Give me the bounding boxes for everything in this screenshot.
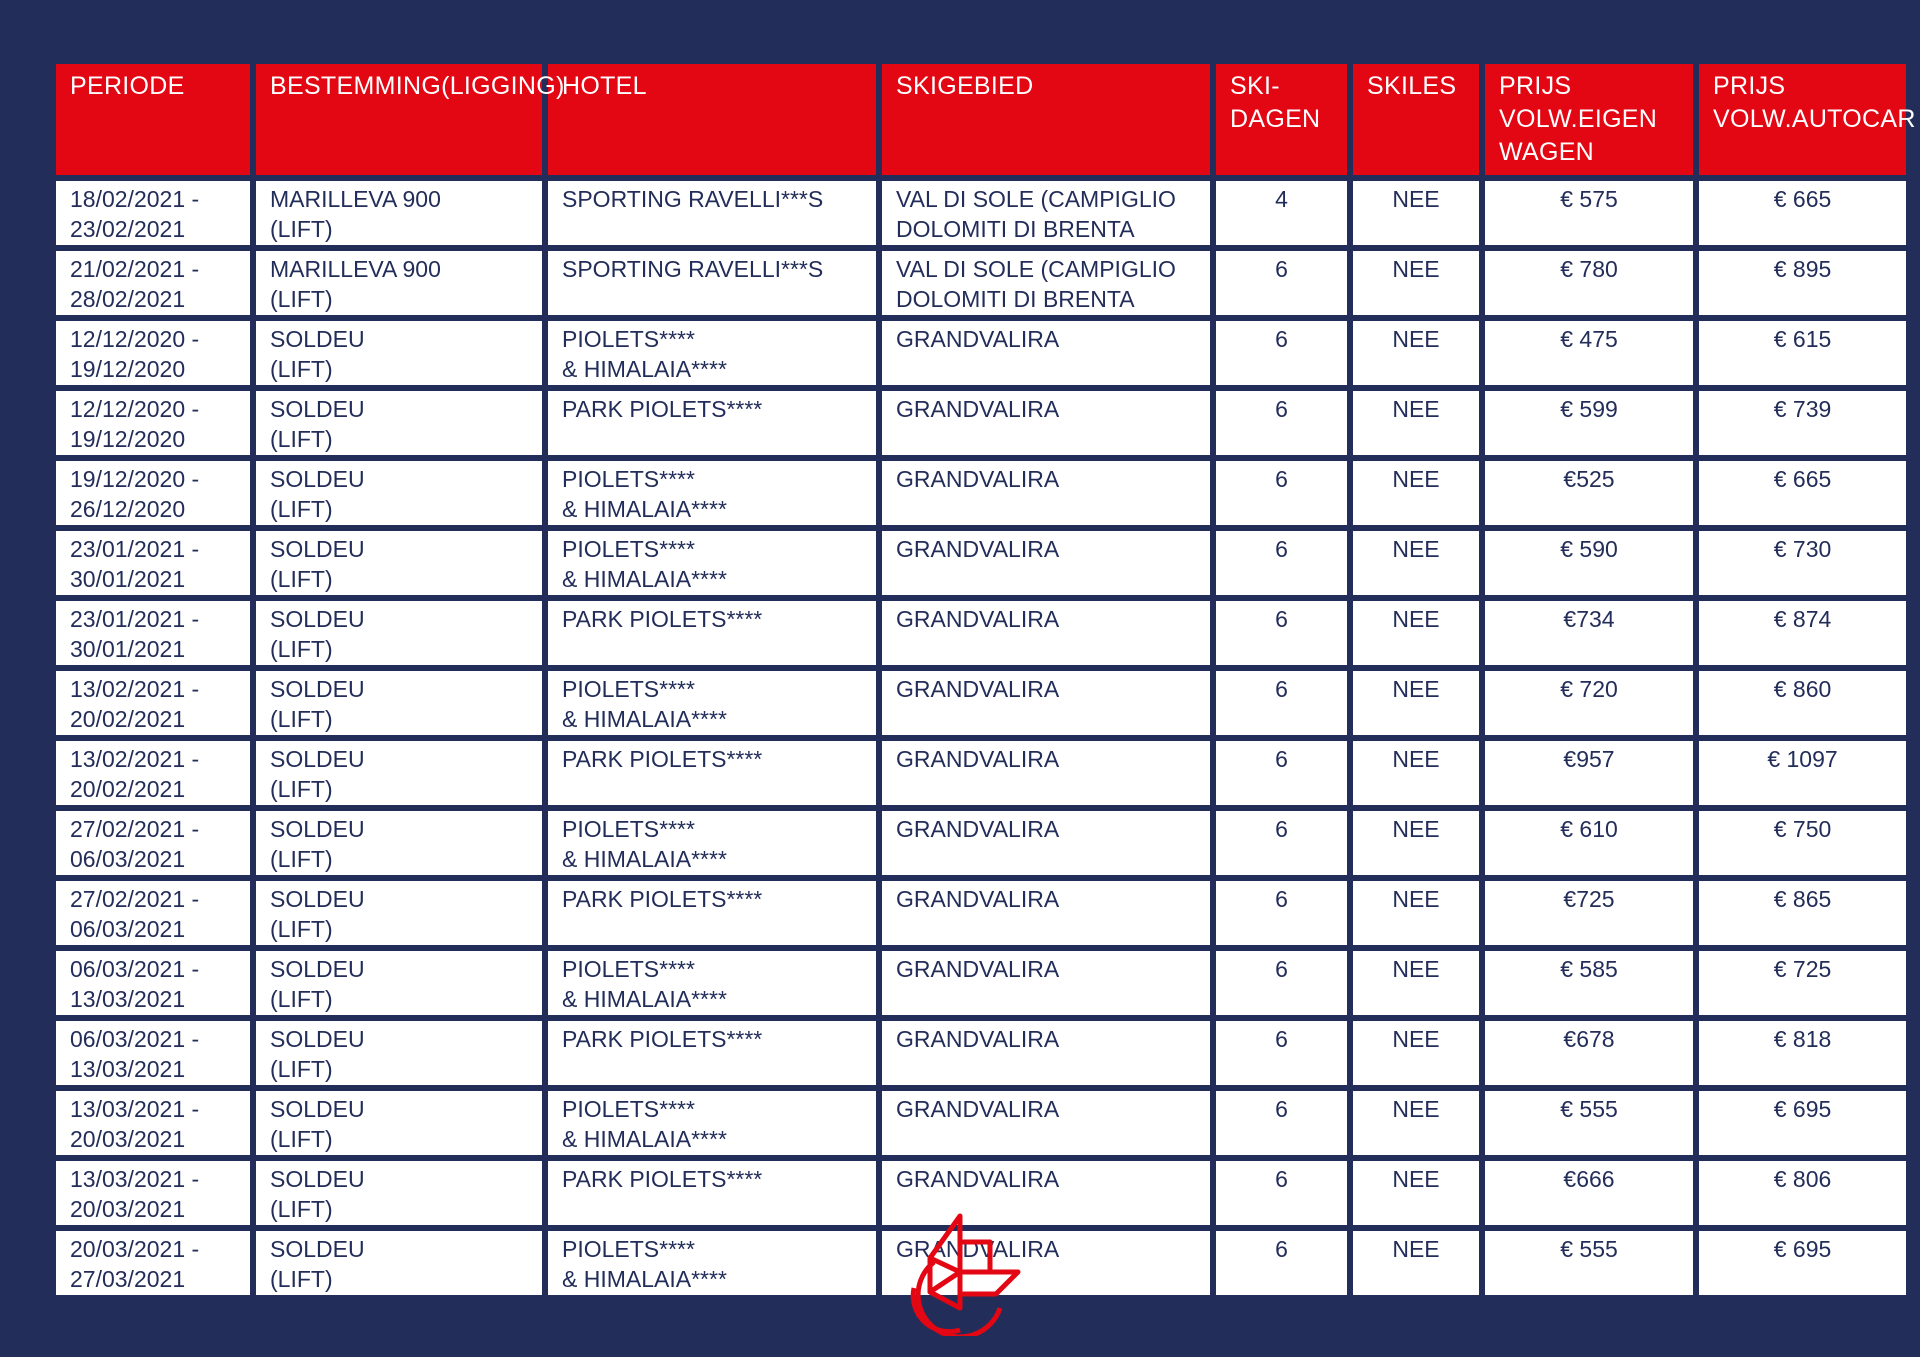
cell-hotel-line: & HIMALAIA**** [562,496,727,522]
cell-skidagen: 6 [1216,1091,1347,1155]
cell-bestemming [256,1021,542,1085]
cell-skigebied-line: GRANDVALIRA [896,396,1060,422]
cell-hotel-line: PIOLETS**** [562,1096,695,1122]
cell-hotel-line: & HIMALAIA**** [562,1126,727,1152]
cell-hotel-line [562,1194,862,1224]
cell-periode-line: 19/12/2020 [70,356,186,382]
cell-bestemming-line: SOLDEU [270,536,365,562]
cell-hotel-line: SPORTING RAVELLI***S [562,256,824,282]
cell-hotel [548,601,876,665]
cell-skiles: NEE [1353,811,1479,875]
cell-skiles: NEE [1353,601,1479,665]
cell-bestemming-line: SOLDEU [270,886,365,912]
cell-periode-line: 13/03/2021 - [70,1166,200,1192]
cell-hotel [548,181,876,245]
cell-periode-line: 19/12/2020 [70,426,186,452]
cell-skidagen: 6 [1216,1231,1347,1295]
cell-skigebied-line [896,1054,1196,1084]
column-header-line [185,72,192,100]
column-header-5 [1216,64,1347,175]
cell-periode-line: 20/02/2021 [70,776,186,802]
cell-bestemming [256,461,542,525]
cell-bestemming-line: (LIFT) [270,846,333,872]
cell-skigebied-line: DOLOMITI DI BRENTA [896,286,1135,312]
column-header-line [1456,72,1463,100]
cell-hotel-line: PARK PIOLETS**** [562,396,763,422]
cell-bestemming-line: (LIFT) [270,496,333,522]
cell-hotel-line: PARK PIOLETS**** [562,1026,763,1052]
cell-prijs-eigen-wagen: €725 [1485,881,1693,945]
cell-periode [56,951,250,1015]
cell-skigebied-line: GRANDVALIRA [896,816,1060,842]
column-header-line: SKILES [1367,72,1457,100]
cell-hotel-line: PIOLETS**** [562,676,695,702]
cell-skigebied-line: GRANDVALIRA [896,886,1060,912]
cell-hotel-line: & HIMALAIA**** [562,706,727,732]
cell-bestemming-line: (LIFT) [270,426,333,452]
cell-bestemming [256,391,542,455]
cell-prijs-eigen-wagen: €666 [1485,1161,1693,1225]
cell-periode-line: 28/02/2021 [70,286,186,312]
price-table-container [56,64,1916,1295]
cell-periode-line: 20/03/2021 [70,1126,186,1152]
table-body [56,181,1906,1295]
cell-skidagen: 6 [1216,671,1347,735]
cell-bestemming-line: (LIFT) [270,216,333,242]
cell-hotel-line: SPORTING RAVELLI***S [562,186,824,212]
cell-bestemming [256,951,542,1015]
cell-skigebied-line: GRANDVALIRA [896,466,1060,492]
cell-prijs-autocar: € 1097 [1699,741,1906,805]
cell-skigebied-line [896,634,1196,664]
cell-prijs-autocar: € 730 [1699,531,1906,595]
cell-bestemming [256,1091,542,1155]
cell-periode-line: 06/03/2021 [70,846,186,872]
cell-skidagen: 6 [1216,881,1347,945]
cell-skigebied [882,601,1210,665]
table-row [56,1091,1906,1155]
cell-skidagen: 6 [1216,951,1347,1015]
cell-hotel [548,251,876,315]
cell-prijs-eigen-wagen: €957 [1485,741,1693,805]
cell-skigebied [882,951,1210,1015]
cell-periode [56,181,250,245]
cell-hotel-line: & HIMALAIA**** [562,356,727,382]
cell-prijs-eigen-wagen: €525 [1485,461,1693,525]
cell-hotel-line: PIOLETS**** [562,816,695,842]
cell-skigebied [882,251,1210,315]
cell-hotel [548,671,876,735]
cell-periode [56,1161,250,1225]
table-row [56,951,1906,1015]
cell-bestemming [256,251,542,315]
column-header-line [1033,72,1040,100]
cell-bestemming-line: SOLDEU [270,746,365,772]
cell-hotel [548,741,876,805]
cell-skigebied [882,741,1210,805]
column-header-line: SKI- [1230,72,1280,100]
cell-periode-line: 06/03/2021 - [70,956,200,982]
column-header-line: PRIJS VOLW. [1713,72,1792,133]
cell-bestemming-line: SOLDEU [270,326,365,352]
cell-hotel-line: & HIMALAIA**** [562,846,727,872]
cell-hotel [548,321,876,385]
cell-prijs-autocar: € 895 [1699,251,1906,315]
cell-prijs-autocar: € 615 [1699,321,1906,385]
column-header-line: AUTOCAR [1791,105,1916,133]
cell-bestemming-line: (LIFT) [270,986,333,1012]
cell-skigebied-line [896,844,1196,874]
cell-prijs-eigen-wagen: €734 [1485,601,1693,665]
cell-periode [56,601,250,665]
cell-prijs-autocar: € 865 [1699,881,1906,945]
column-header-3 [548,64,876,175]
cell-periode-line: 27/02/2021 - [70,886,200,912]
cell-skigebied-line [896,984,1196,1014]
cell-bestemming-line: SOLDEU [270,606,365,632]
cell-hotel [548,1091,876,1155]
column-header-line: (LIGGING) [441,72,565,100]
cell-hotel [548,531,876,595]
cell-hotel-line: PARK PIOLETS**** [562,746,763,772]
cell-prijs-eigen-wagen: € 555 [1485,1231,1693,1295]
cell-skigebied-line [896,424,1196,454]
cell-skigebied [882,1091,1210,1155]
cell-bestemming-line: MARILLEVA 900 [270,256,441,282]
cell-periode-line: 23/01/2021 - [70,536,200,562]
column-header-line [647,72,654,100]
cell-hotel-line: PIOLETS**** [562,326,695,352]
cell-periode-line: 27/02/2021 - [70,816,200,842]
cell-hotel [548,1161,876,1225]
cell-prijs-eigen-wagen: € 475 [1485,321,1693,385]
column-header-line: HOTEL [562,72,647,100]
cell-prijs-autocar: € 695 [1699,1231,1906,1295]
cell-skigebied-line [896,1124,1196,1154]
cell-hotel-line: & HIMALAIA**** [562,986,727,1012]
cell-bestemming-line: SOLDEU [270,816,365,842]
cell-bestemming-line: (LIFT) [270,916,333,942]
cell-bestemming [256,1231,542,1295]
cell-hotel-line: PIOLETS**** [562,466,695,492]
cell-skigebied-line [896,354,1196,384]
cell-periode [56,741,250,805]
cell-skidagen: 6 [1216,531,1347,595]
cell-skiles: NEE [1353,1231,1479,1295]
cell-prijs-autocar: € 818 [1699,1021,1906,1085]
cell-prijs-eigen-wagen: € 780 [1485,251,1693,315]
cell-skigebied-line: GRANDVALIRA [896,1026,1060,1052]
cell-periode [56,1231,250,1295]
cell-periode-line: 12/12/2020 - [70,396,200,422]
cell-bestemming-line: (LIFT) [270,1266,333,1292]
cell-hotel [548,1021,876,1085]
cell-bestemming [256,811,542,875]
column-header-2 [256,64,565,175]
cell-prijs-autocar: € 860 [1699,671,1906,735]
cell-hotel-line: PIOLETS**** [562,536,695,562]
cell-skigebied-line: GRANDVALIRA [896,1096,1060,1122]
cell-prijs-eigen-wagen: € 599 [1485,391,1693,455]
column-header-line: BESTEMMING [270,72,442,100]
cell-prijs-autocar: € 874 [1699,601,1906,665]
cell-skidagen: 6 [1216,741,1347,805]
table-row [56,881,1906,945]
cell-prijs-eigen-wagen: € 720 [1485,671,1693,735]
column-header-4 [882,64,1210,175]
cell-hotel-line: PARK PIOLETS**** [562,1166,763,1192]
cell-prijs-autocar: € 725 [1699,951,1906,1015]
cell-skiles: NEE [1353,321,1479,385]
cell-skigebied [882,531,1210,595]
cell-prijs-eigen-wagen: € 590 [1485,531,1693,595]
cell-prijs-eigen-wagen: € 575 [1485,181,1693,245]
cell-skidagen: 6 [1216,1161,1347,1225]
cell-bestemming-line: SOLDEU [270,466,365,492]
cell-periode-line: 06/03/2021 [70,916,186,942]
cell-bestemming-line: SOLDEU [270,956,365,982]
cell-bestemming-line: SOLDEU [270,1096,365,1122]
cell-skigebied-line [896,774,1196,804]
cell-bestemming-line: SOLDEU [270,1166,365,1192]
cell-bestemming-line: (LIFT) [270,286,333,312]
cell-periode-line: 13/03/2021 [70,1056,186,1082]
cell-skidagen: 6 [1216,391,1347,455]
cell-periode [56,1091,250,1155]
cell-periode-line: 13/02/2021 - [70,746,200,772]
cell-hotel-line: PIOLETS**** [562,956,695,982]
cell-periode-line: 20/02/2021 [70,706,186,732]
cell-periode [56,1021,250,1085]
cell-hotel-line [562,214,862,244]
cell-skigebied [882,811,1210,875]
cell-skigebied-line: DOLOMITI DI BRENTA [896,216,1135,242]
cell-skigebied-line [896,704,1196,734]
cell-bestemming [256,881,542,945]
cell-bestemming-line: SOLDEU [270,396,365,422]
cell-bestemming [256,321,542,385]
cell-bestemming-line: MARILLEVA 900 [270,186,441,212]
cell-periode-line: 30/01/2021 [70,566,186,592]
cell-skigebied-line [896,914,1196,944]
table-header-row [56,64,1906,175]
cell-skigebied-line: VAL DI SOLE (CAMPIGLIO [896,256,1176,282]
table-row [56,321,1906,385]
cell-prijs-autocar: € 695 [1699,1091,1906,1155]
cell-bestemming-line: (LIFT) [270,566,333,592]
cell-skiles: NEE [1353,741,1479,805]
cell-bestemming-line: SOLDEU [270,1236,365,1262]
cell-periode-line: 23/02/2021 [70,216,186,242]
table-row [56,1021,1906,1085]
cell-skigebied-line: GRANDVALIRA [896,536,1060,562]
table-row [56,671,1906,735]
column-header-6 [1353,64,1479,175]
cell-skigebied [882,671,1210,735]
column-header-line: EIGEN WAGEN [1499,105,1658,166]
cell-bestemming-line: (LIFT) [270,1196,333,1222]
cell-bestemming-line: (LIFT) [270,356,333,382]
cell-hotel-line [562,774,862,804]
cell-skigebied-line [896,564,1196,594]
cell-prijs-autocar: € 750 [1699,811,1906,875]
cell-skiles: NEE [1353,881,1479,945]
brand-logo-icon [900,1212,1022,1336]
cell-periode-line: 30/01/2021 [70,636,186,662]
cell-periode-line: 27/03/2021 [70,1266,186,1292]
cell-hotel-line [562,634,862,664]
cell-skiles: NEE [1353,1161,1479,1225]
cell-skigebied [882,881,1210,945]
cell-prijs-eigen-wagen: € 610 [1485,811,1693,875]
cell-periode-line: 13/03/2021 - [70,1096,200,1122]
table-row [56,531,1906,595]
cell-periode [56,461,250,525]
cell-bestemming-line: SOLDEU [270,1026,365,1052]
cell-skigebied-line: GRANDVALIRA [896,1166,1060,1192]
column-header-8 [1699,64,1916,175]
cell-hotel [548,1231,876,1295]
cell-periode-line: 26/12/2020 [70,496,186,522]
cell-periode-line: 13/02/2021 - [70,676,200,702]
table-row [56,391,1906,455]
cell-bestemming [256,601,542,665]
cell-skidagen: 6 [1216,321,1347,385]
cell-hotel-line: PARK PIOLETS**** [562,606,763,632]
cell-skigebied [882,321,1210,385]
cell-skiles: NEE [1353,1091,1479,1155]
column-header-line: DAGEN [1230,105,1321,133]
table-row [56,251,1906,315]
cell-prijs-autocar: € 739 [1699,391,1906,455]
cell-periode-line: 23/01/2021 - [70,606,200,632]
cell-bestemming [256,671,542,735]
cell-bestemming-line: (LIFT) [270,636,333,662]
cell-skiles: NEE [1353,391,1479,455]
cell-skigebied-line: GRANDVALIRA [896,606,1060,632]
cell-skidagen: 4 [1216,181,1347,245]
cell-hotel-line: & HIMALAIA**** [562,566,727,592]
cell-hotel-line [562,1054,862,1084]
cell-bestemming [256,531,542,595]
cell-hotel-line [562,284,862,314]
cell-skiles: NEE [1353,461,1479,525]
cell-hotel-line: & HIMALAIA**** [562,1266,727,1292]
cell-hotel-line [562,914,862,944]
cell-periode-line: 21/02/2021 - [70,256,200,282]
cell-skigebied-line: GRANDVALIRA [896,1236,1060,1262]
cell-prijs-autocar: € 665 [1699,181,1906,245]
cell-skigebied-line: GRANDVALIRA [896,746,1060,772]
cell-skiles: NEE [1353,671,1479,735]
table-row [56,741,1906,805]
cell-bestemming-line: (LIFT) [270,776,333,802]
cell-periode [56,251,250,315]
cell-bestemming-line: (LIFT) [270,706,333,732]
cell-prijs-eigen-wagen: €678 [1485,1021,1693,1085]
cell-periode-line: 18/02/2021 - [70,186,200,212]
cell-hotel-line [562,424,862,454]
table-row [56,461,1906,525]
cell-periode-line: 19/12/2020 - [70,466,200,492]
cell-prijs-eigen-wagen: € 555 [1485,1091,1693,1155]
cell-skidagen: 6 [1216,461,1347,525]
cell-periode [56,391,250,455]
cell-skidagen: 6 [1216,601,1347,665]
cell-hotel [548,811,876,875]
cell-hotel-line: PARK PIOLETS**** [562,886,763,912]
cell-bestemming-line: SOLDEU [270,676,365,702]
table-row [56,601,1906,665]
cell-skiles: NEE [1353,181,1479,245]
cell-skigebied-line: GRANDVALIRA [896,676,1060,702]
cell-bestemming-line: (LIFT) [270,1056,333,1082]
cell-bestemming-line: (LIFT) [270,1126,333,1152]
cell-periode-line: 12/12/2020 - [70,326,200,352]
cell-periode [56,321,250,385]
cell-skidagen: 6 [1216,1021,1347,1085]
cell-skidagen: 6 [1216,811,1347,875]
cell-periode-line: 06/03/2021 - [70,1026,200,1052]
cell-skiles: NEE [1353,951,1479,1015]
cell-skiles: NEE [1353,1021,1479,1085]
column-header-line: SKIGEBIED [896,72,1034,100]
cell-skidagen: 6 [1216,251,1347,315]
cell-periode-line: 20/03/2021 - [70,1236,200,1262]
cell-skiles: NEE [1353,251,1479,315]
cell-skigebied [882,181,1210,245]
cell-periode [56,811,250,875]
column-header-line: PRIJS VOLW. [1499,72,1578,133]
column-header-1 [56,64,250,175]
cell-skigebied [882,391,1210,455]
cell-hotel [548,391,876,455]
cell-periode [56,881,250,945]
cell-hotel-line: PIOLETS**** [562,1236,695,1262]
price-table [50,58,1916,1301]
column-header-line: PERIODE [70,72,185,100]
cell-periode [56,671,250,735]
cell-periode-line: 13/03/2021 [70,986,186,1012]
cell-skigebied-line: GRANDVALIRA [896,326,1060,352]
cell-bestemming [256,741,542,805]
cell-hotel [548,951,876,1015]
cell-hotel [548,461,876,525]
cell-prijs-eigen-wagen: € 585 [1485,951,1693,1015]
cell-skigebied-line: GRANDVALIRA [896,956,1060,982]
cell-skigebied [882,461,1210,525]
cell-skiles: NEE [1353,531,1479,595]
table-row [56,181,1906,245]
cell-prijs-autocar: € 665 [1699,461,1906,525]
table-row [56,811,1906,875]
cell-hotel [548,881,876,945]
cell-prijs-autocar: € 806 [1699,1161,1906,1225]
cell-skigebied-line: VAL DI SOLE (CAMPIGLIO [896,186,1176,212]
cell-skigebied [882,1021,1210,1085]
cell-bestemming [256,181,542,245]
cell-periode-line: 20/03/2021 [70,1196,186,1222]
cell-periode [56,531,250,595]
column-header-7 [1485,64,1693,175]
cell-skigebied-line [896,494,1196,524]
cell-bestemming [256,1161,542,1225]
